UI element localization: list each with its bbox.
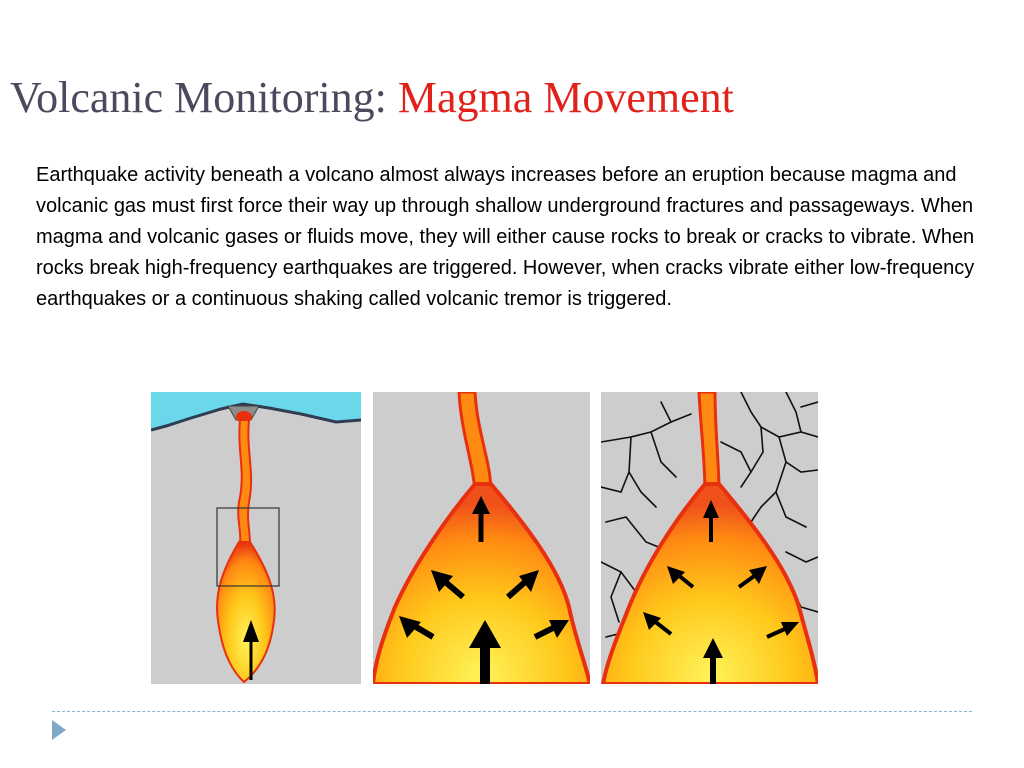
magma-conduit-overview-image xyxy=(151,392,361,684)
slide-title xyxy=(10,70,1000,126)
magma-pressure-arrows-image xyxy=(373,392,590,684)
body-paragraph: Earthquake activity beneath a volcano almost always increases before an eruption because magma and volcanic gas must first force their way up through shallow underground fractures and passageways. When magma and volcanic gases or fluids move, they will either cause rocks to break or cracks to vibrate. When rocks break high-frequency earthquakes are triggered. However, when cracks vibrate either low-frequency earthquakes or a continuous shaking called volcanic tremor is triggered. xyxy=(36,164,975,310)
title-prefix: Volcanic Monitoring: xyxy=(10,73,387,122)
triangle-bullet-icon xyxy=(52,720,66,740)
footer-divider xyxy=(52,711,972,712)
rock-fracture-image xyxy=(601,392,818,684)
title-accent: Magma Movement xyxy=(397,73,734,122)
